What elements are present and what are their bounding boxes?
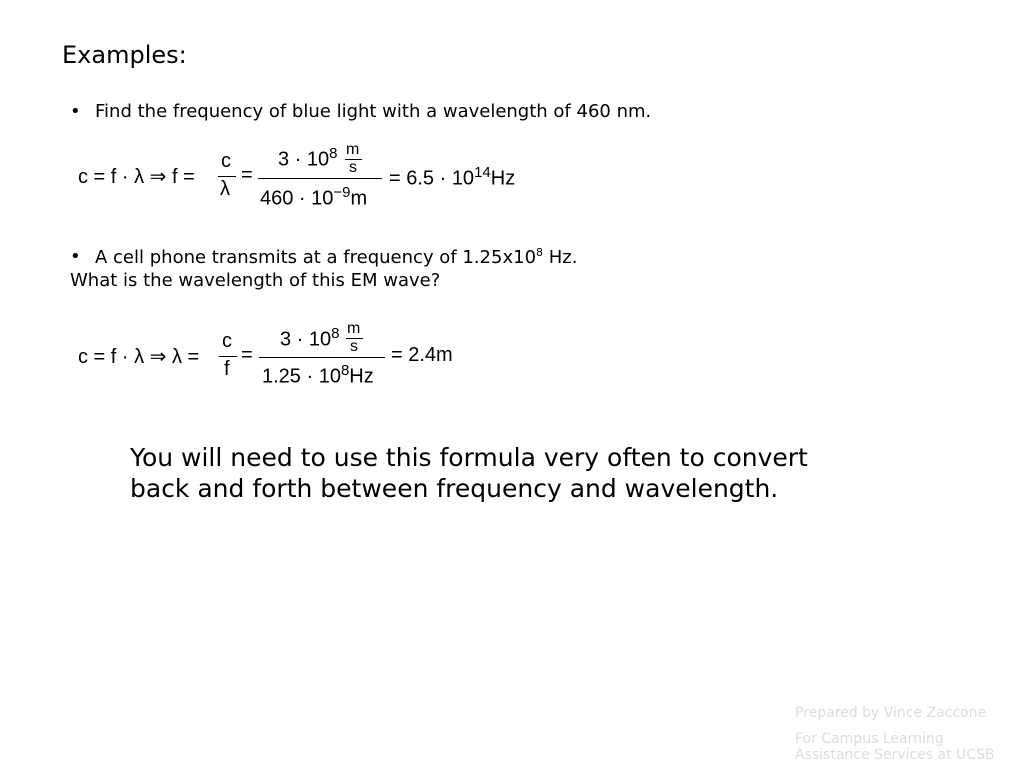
eq1-eq-sign: =: [241, 164, 253, 186]
eq2-frac-num: c: [222, 330, 232, 352]
eq2-result: = 2.4m: [391, 344, 453, 366]
eq1-result: = $6.5 \cdot 10^{14}Hz$: [389, 164, 516, 190]
eq2-num-coef: $3 \cdot 10^8$: [280, 325, 340, 351]
eq1-den: $460 \cdot 10^{-9}m$: [260, 184, 368, 210]
eq2-frac-line: [219, 356, 237, 357]
eq1-unit-den: s: [349, 159, 357, 176]
example2-question: A cell phone transmits at a frequency of $1.25x10^8$ Hz.: [95, 246, 578, 268]
bullet-1: •: [70, 101, 81, 122]
example2-question-line2: What is the wavelength of this EM wave?: [70, 270, 441, 291]
eq2-frac-den: f: [224, 358, 230, 380]
eq1-frac-line: [218, 176, 236, 177]
eq1-frac-num: c: [221, 150, 231, 172]
note-text: You will need to use this formula very often to convert back and forth between frequency and wavelength.: [130, 443, 808, 503]
credit-line2: For Campus Learning Assistance Services at UCSB: [795, 731, 995, 763]
bullet-2: •: [70, 246, 81, 267]
eq2-unit-num: m: [347, 320, 361, 337]
eq2-lhs: c = f · λ ⇒ λ =: [78, 346, 200, 368]
slide-title: Examples:: [62, 41, 187, 69]
eq2-main-frac-line: [259, 357, 385, 358]
eq1-frac-den: λ: [220, 178, 230, 200]
credit-line1: Prepared by Vince Zaccone: [795, 705, 987, 721]
eq1-main-frac-line: [258, 178, 382, 179]
eq2-unit-den: s: [350, 338, 358, 355]
example1-question: Find the frequency of blue light with a wavelength of 460 nm.: [95, 101, 652, 122]
eq2-eq-sign: =: [241, 344, 253, 366]
eq1-unit-num: m: [346, 141, 360, 158]
eq1-lhs: c = f · λ ⇒ f =: [78, 166, 195, 188]
eq2-den: $1.25 \cdot 10^8Hz$: [262, 362, 374, 388]
eq1-num-coef: $3 \cdot 10^8$: [278, 145, 338, 171]
